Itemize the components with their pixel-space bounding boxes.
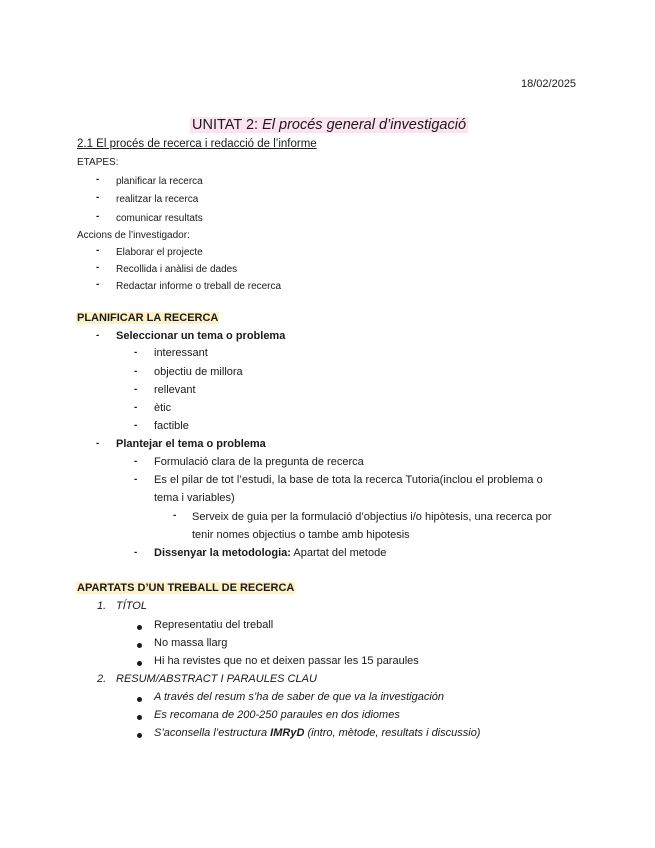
bullet-dot — [137, 733, 142, 738]
dash-marker: - — [96, 279, 100, 290]
criteri-item: factible — [154, 420, 189, 432]
titol-item: TÍTOL — [116, 600, 147, 612]
bullet-dot — [137, 643, 142, 648]
dash-marker: - — [96, 262, 100, 273]
section-heading: 2.1 El procés de recerca i redacció de l’informe — [77, 138, 317, 150]
accio-item: Recollida i anàlisi de dades — [116, 264, 238, 275]
page-title — [190, 117, 468, 133]
dash-marker: - — [134, 474, 138, 485]
criteri-item: ètic — [154, 402, 172, 414]
dash-marker: - — [173, 510, 177, 521]
planificar-heading: PLANIFICAR LA RECERCA — [77, 312, 219, 324]
dash-marker: - — [134, 456, 138, 467]
titol-point: Hi ha revistes que no et deixen passar les 15 paraules — [154, 655, 419, 667]
dash-marker: - — [134, 384, 138, 395]
dash-marker: - — [134, 366, 138, 377]
item-number: 2. — [97, 673, 107, 685]
bullet-dot — [137, 715, 142, 720]
dash-marker: - — [96, 330, 100, 341]
pilar-line-2: tema i variables) — [154, 492, 235, 504]
metodologia-item — [154, 547, 386, 559]
accio-item: Redactar informe o treball de recerca — [116, 281, 282, 292]
criteri-item: rellevant — [154, 384, 196, 396]
title-prefix: UNITAT 2: — [192, 117, 259, 133]
title-italic: El procés general d’investigació — [262, 117, 467, 133]
apartats-heading: APARTATS D’UN TREBALL DE RECERCA — [77, 582, 295, 594]
dash-marker: - — [134, 547, 138, 558]
dash-marker: - — [96, 245, 100, 256]
dash-marker: - — [134, 420, 138, 431]
dash-marker: - — [96, 174, 100, 185]
plantejar-item: Plantejar el tema o problema — [116, 438, 266, 450]
dash-marker: - — [96, 192, 100, 203]
metodologia-bold: Dissenyar la metodologia: — [154, 547, 291, 559]
item-number: 1. — [97, 600, 107, 612]
criteri-item: objectiu de millora — [154, 366, 243, 378]
date: 18/02/2025 — [521, 78, 577, 90]
accions-label: Accions de l’investigador: — [77, 230, 190, 241]
resum-point — [154, 727, 480, 739]
dash-marker: - — [134, 402, 138, 413]
titol-point: No massa llarg — [154, 637, 228, 649]
metodologia-rest: Apartat del metode — [290, 547, 387, 559]
etapa-item: realitzar la recerca — [116, 194, 199, 205]
guia-line-2: tenir nomes objectius o tambe amb hipotesis — [192, 529, 410, 541]
imryd-bold: IMRyD — [270, 727, 305, 739]
dash-marker: - — [96, 438, 100, 449]
bullet-dot — [137, 661, 142, 666]
etapa-item: planificar la recerca — [116, 176, 203, 187]
guia-line-1: Serveix de guia per la formulació d’objectius i/o hipòtesis, una recerca por — [192, 511, 552, 523]
dash-marker: - — [96, 211, 100, 222]
etapes-label: ETAPES: — [77, 157, 119, 168]
dash-marker: - — [134, 347, 138, 358]
imryd-pre: S’aconsella l’estructura — [154, 727, 271, 739]
bullet-dot — [137, 625, 142, 630]
resum-item: RESUM/ABSTRACT I PARAULES CLAU — [116, 673, 317, 685]
formulacio-item: Formulació clara de la pregunta de recerca — [154, 456, 364, 468]
criteri-item: interessant — [154, 347, 208, 359]
resum-point: A través del resum s’ha de saber de que va la investigación — [154, 691, 445, 703]
pilar-line-1: Es el pilar de tot l’estudi, la base de tota la recerca Tutoria(inclou el problema o — [154, 474, 543, 486]
resum-point: Es recomana de 200-250 paraules en dos idiomes — [154, 709, 400, 721]
seleccionar-item: Seleccionar un tema o problema — [116, 330, 286, 342]
bullet-dot — [137, 697, 142, 702]
etapa-item: comunicar resultats — [116, 213, 203, 224]
accio-item: Elaborar el projecte — [116, 247, 203, 258]
titol-point: Representatiu del treball — [154, 619, 274, 631]
imryd-post: (intro, mètode, resultats i discussio) — [304, 727, 481, 739]
